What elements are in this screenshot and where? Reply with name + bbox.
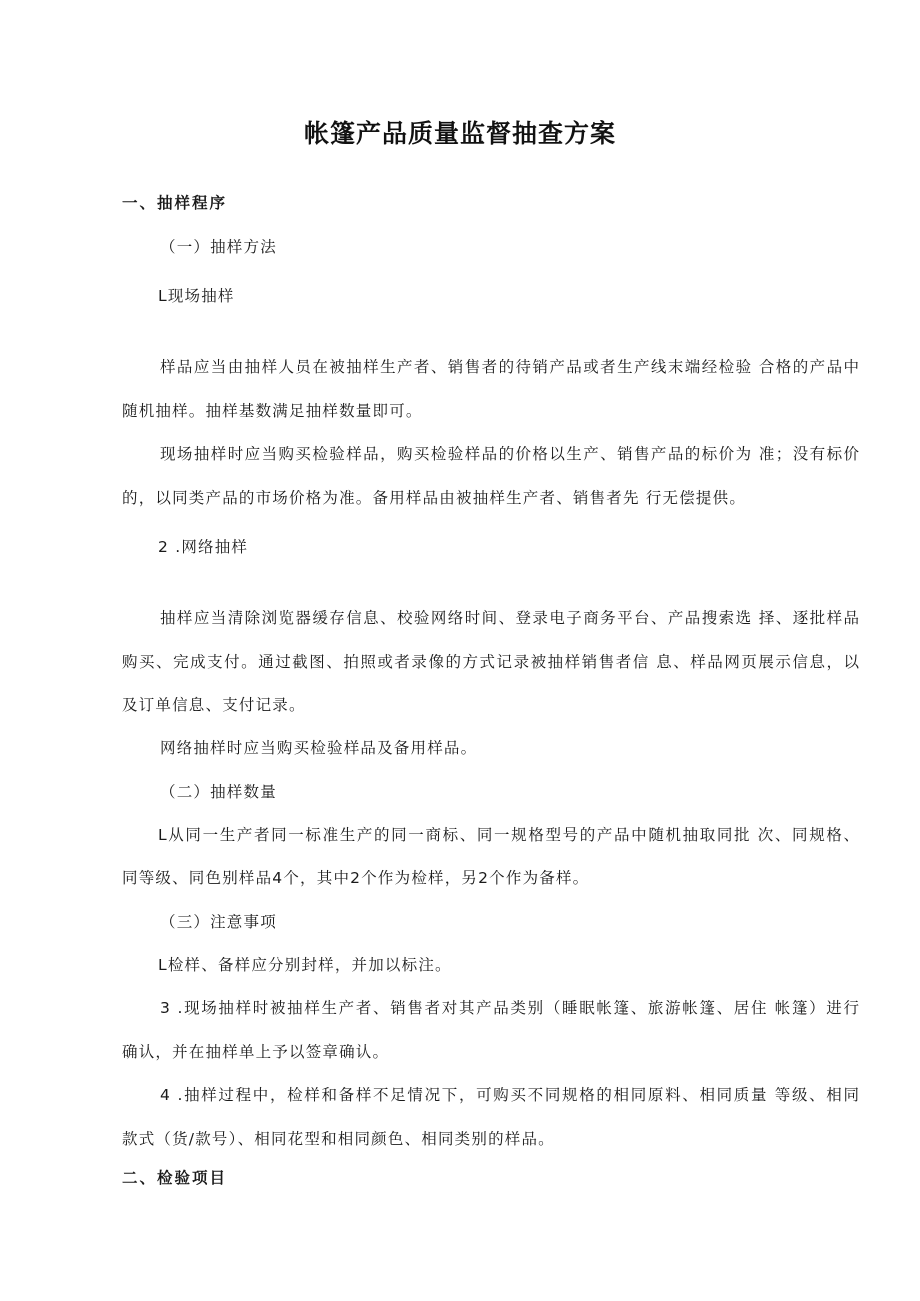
paragraph-line: 随机抽样。抽样基数满足抽样数量即可。 — [122, 402, 423, 420]
item-heading-online-sampling: 2 .网络抽样 — [158, 538, 249, 556]
subsection-heading-notes: （三）注意事项 — [160, 913, 277, 931]
paragraph-line: 样品应当由抽样人员在被抽样生产者、销售者的待销产品或者生产线末端经检验 合格的产品中 — [160, 358, 860, 376]
subsection-heading-sampling-method: （一）抽样方法 — [160, 238, 277, 256]
subsection-heading-sampling-quantity: （二）抽样数量 — [160, 783, 277, 801]
paragraph-line: 同等级、同色别样品4个，其中2个作为检样，另2个作为备样。 — [122, 869, 590, 887]
paragraph-line: 确认，并在抽样单上予以签章确认。 — [122, 1043, 390, 1061]
paragraph-line: 购买、完成支付。通过截图、拍照或者录像的方式记录被抽样销售者信 息、样品网页展示信息，以 — [122, 653, 860, 671]
paragraph-line: 4 .抽样过程中，检样和备样不足情况下，可购买不同规格的相同原料、相同质量 等级、相同 — [160, 1086, 860, 1104]
paragraph-line: 及订单信息、支付记录。 — [122, 696, 306, 714]
paragraph-line: L检样、备样应分别封样，并加以标注。 — [158, 956, 452, 974]
document-title: 帐篷产品质量监督抽查方案 — [303, 119, 616, 148]
item-heading-onsite-sampling: L现场抽样 — [158, 287, 235, 305]
section-heading-inspection-items: 二、检验项目 — [122, 1169, 228, 1187]
paragraph-line: 抽样应当清除浏览器缓存信息、校验网络时间、登录电子商务平台、产品搜索选 择、逐批样品 — [160, 609, 860, 627]
section-heading-sampling-procedure: 一、抽样程序 — [122, 194, 228, 212]
paragraph-line: 现场抽样时应当购买检验样品，购买检验样品的价格以生产、销售产品的标价为 准；没有标价 — [160, 445, 860, 463]
paragraph-line: 网络抽样时应当购买检验样品及备用样品。 — [160, 739, 478, 757]
paragraph-line: L从同一生产者同一标准生产的同一商标、同一规格型号的产品中随机抽取同批 次、同规格、 — [158, 826, 860, 844]
paragraph-line: 款式（货/款号）、相同花型和相同颜色、相同类别的样品。 — [122, 1130, 555, 1148]
paragraph-line: 3 .现场抽样时被抽样生产者、销售者对其产品类别（睡眠帐篷、旅游帐篷、居住 帐篷）进行 — [160, 999, 860, 1017]
paragraph-line: 的，以同类产品的市场价格为准。备用样品由被抽样生产者、销售者先 行无偿提供。 — [122, 489, 747, 507]
